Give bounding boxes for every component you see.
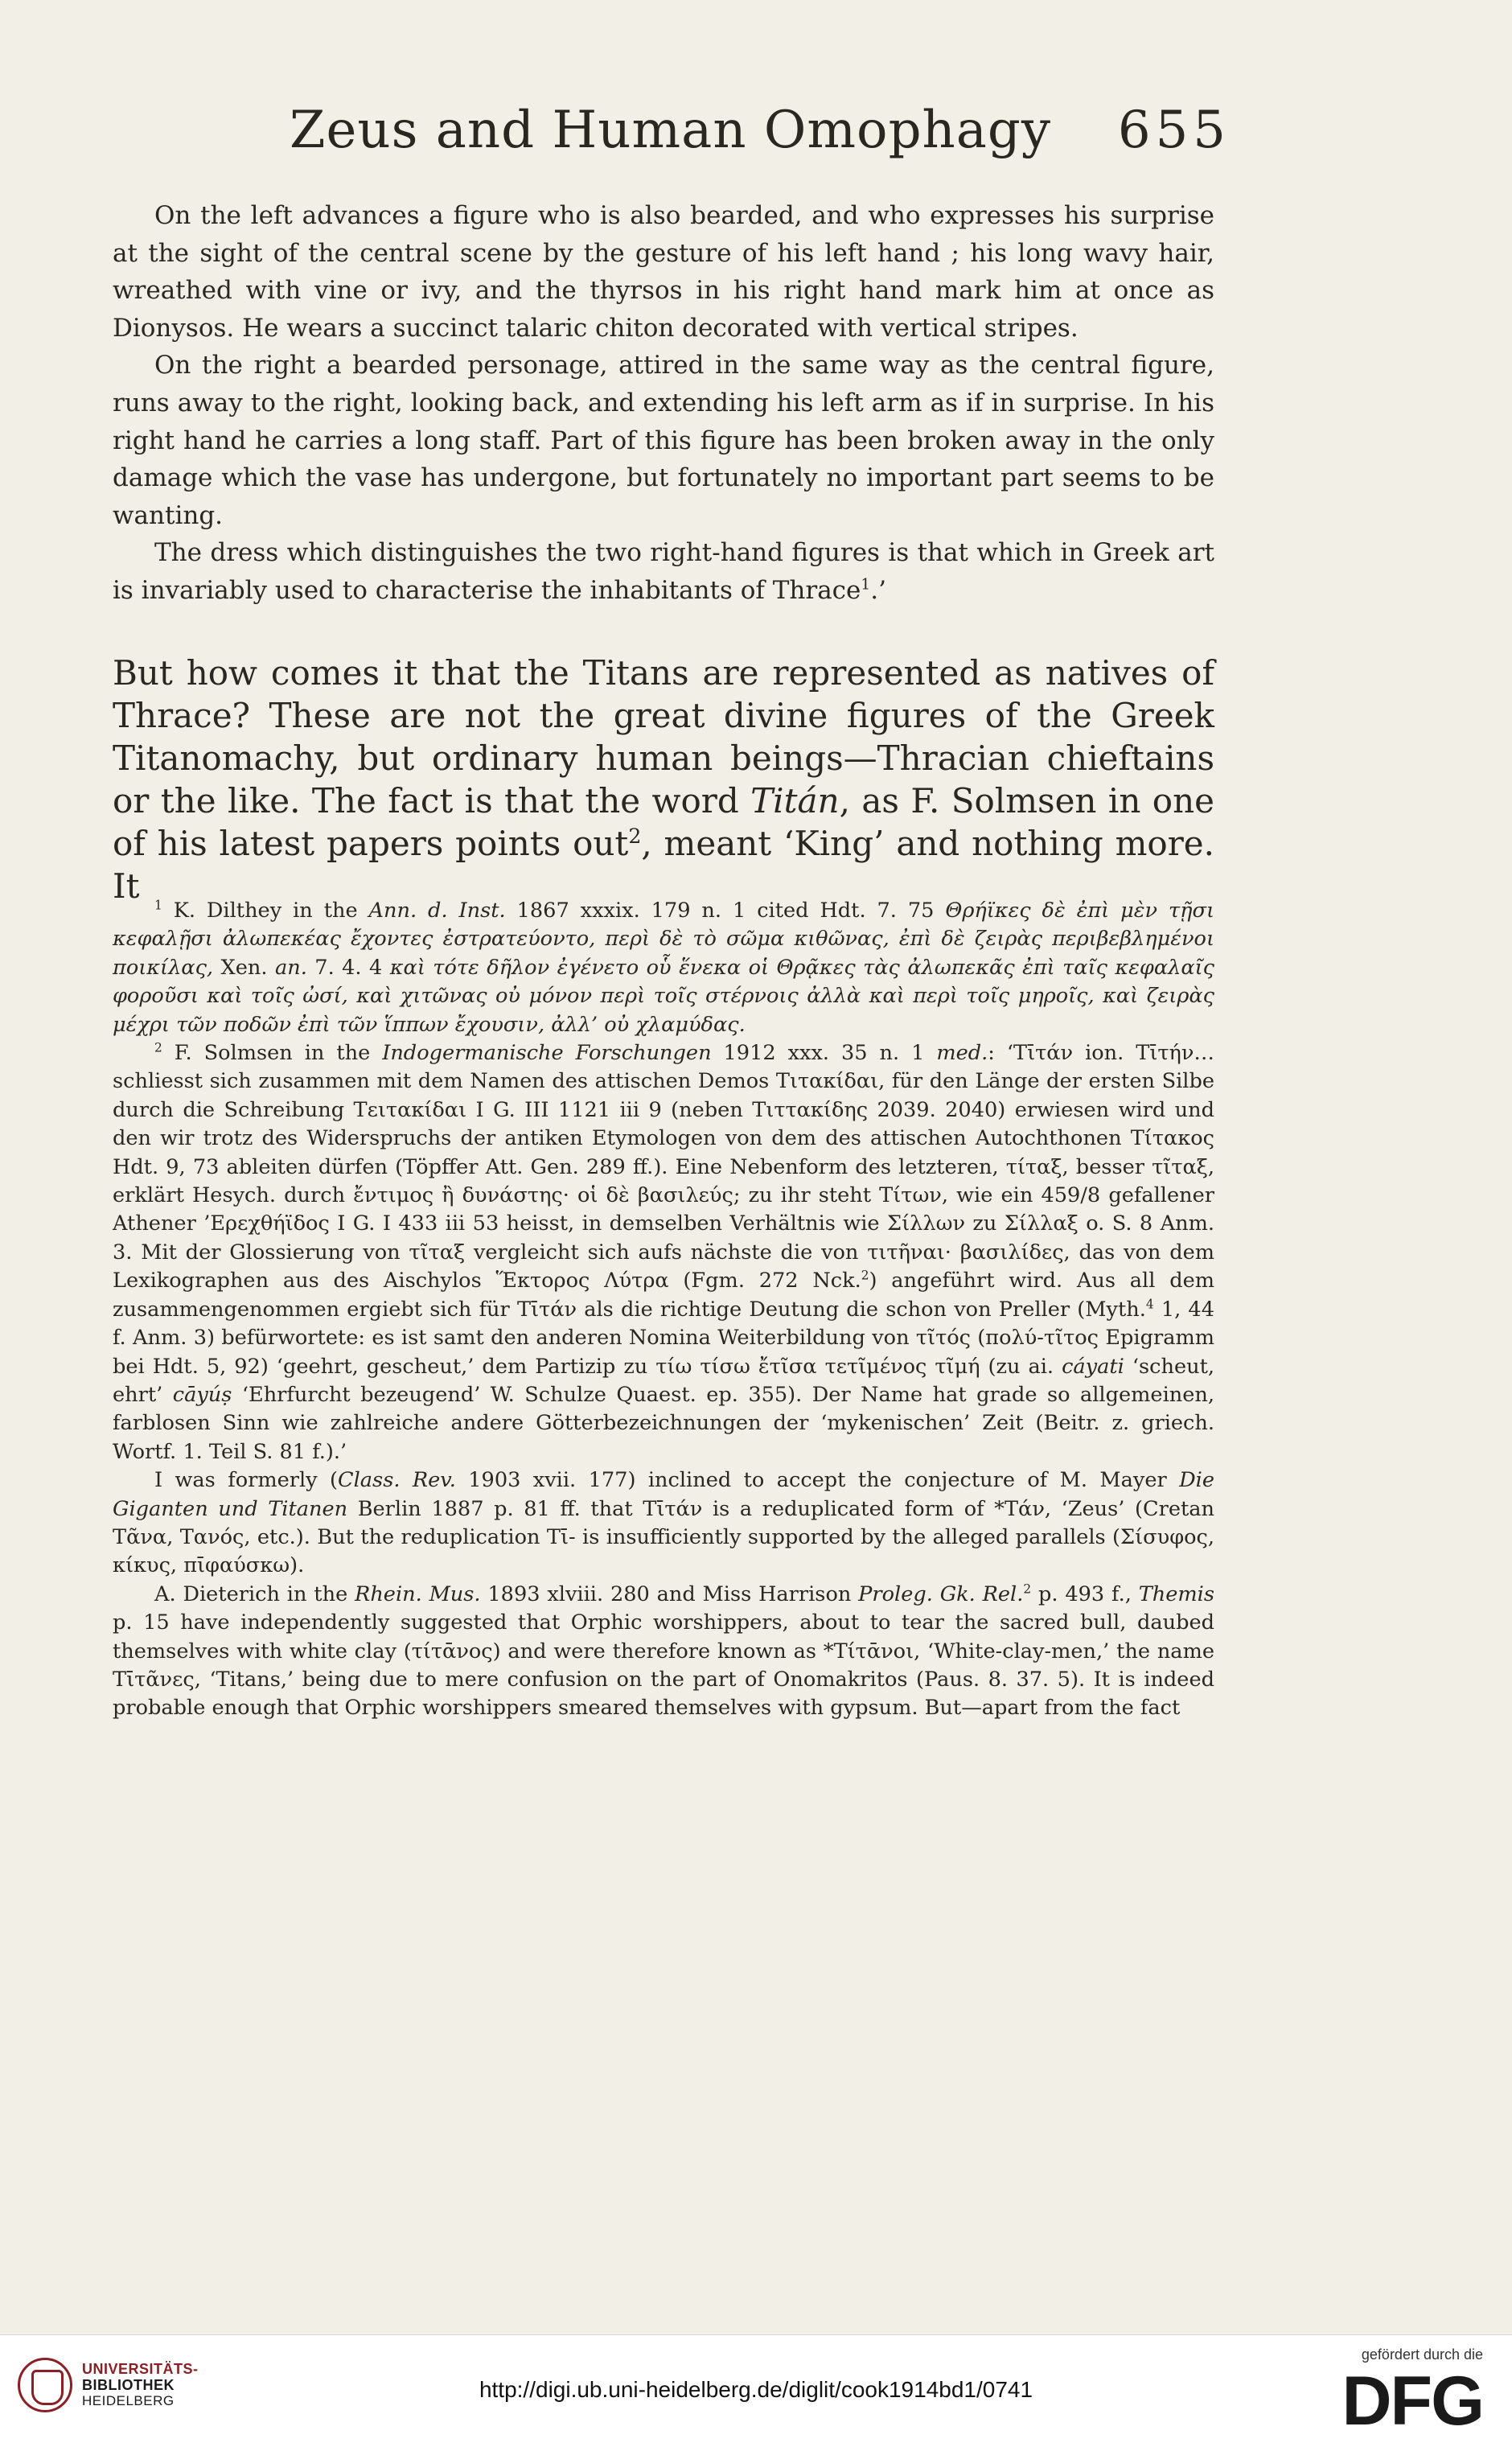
permalink-url[interactable]: http://digi.ub.uni-heidelberg.de/diglit/cook1914bd1/0741 xyxy=(479,2377,1033,2402)
footnote-ref[interactable]: 1 xyxy=(861,576,871,594)
main-paragraph xyxy=(113,652,1214,907)
main-text: But how comes it that the Titans are represented as natives of Thrace? These are not the great divine figures of the Greek Titanomachy, but ordinary human beings—Thracian chieftains or the like. The fact is that the word xyxy=(113,653,1214,820)
running-header xyxy=(290,101,1231,160)
footnote-1: $^1$ K. Dilthey in the Ann. d. Inst. 1867 xxxix. 179 n. 1 cited Hdt. 7. 75 Θρήϊκες δὲ ἐπὶ μὲν τῇσι κεφαλῇσι ἀλωπεκέας ἔχοντες ἐστρατεύοντο, περὶ δὲ τὸ σῶμα κιθῶνας, ἐπὶ δὲ ζειρὰς περιβεβλημένοι ποικίλας, Xen. an. 7. 4. 4 καὶ τότε δῆλον ἐγένετο οὗ ἕνεκα οἱ Θρᾷκες τὰς ἀλωπεκᾶς ἐπὶ ταῖς κεφαλαῖς φοροῦσι καὶ τοῖς ὠσί, καὶ χιτῶνας οὐ μόνον περὶ τοῖς στέρνοις ἀλλὰ καὶ περὶ τοῖς μηροῖς, καὶ ζειρὰς μέχρι τῶν ποδῶν ἐπὶ τῶν ἵππων ἔχουσιν, ἀλλ’ οὐ χλαμύδας. xyxy=(113,898,1215,1037)
footnote-marker: 2 xyxy=(154,1040,162,1055)
footnote-ref[interactable]: 2 xyxy=(628,825,642,848)
titan-word: Titán xyxy=(750,781,840,820)
journal-title: Indogermanische Forschungen xyxy=(382,1041,712,1066)
journal-title: Rhein. Mus. xyxy=(355,1581,481,1606)
quote-paragraph xyxy=(113,534,1214,609)
quote-paragraph-text: The dress which distinguishes the two right-hand figures is that which in Greek art is invariably used to characterise the inhabitants of Thrace xyxy=(113,538,1214,605)
digitization-footer xyxy=(0,2334,1512,2447)
main-text: , as F. Solmsen in one of his latest papers points out xyxy=(113,781,1214,863)
quote-closing: .’ xyxy=(870,575,886,605)
quote-paragraph: On the right a bearded personage, attired in the same way as the central figure, runs away to the right, looking back, and extending his left arm as if in surprise. In his right hand he carries a long staff. Part of this figure has been broken away in the only damage which the vase has undergone, but fortunately no important part seems to be wanting. xyxy=(113,351,1214,530)
greek-quote: Θρήϊκες δὲ ἐπὶ μὲν τῇσι κεφαλῇσι ἀλωπεκέας ἔχοντες ἐστρατεύοντο, περὶ δὲ τὸ σῶμα κιθῶνας, ἐπὶ δὲ ζειρὰς περιβεβλημένοι ποικίλας, xyxy=(113,899,1215,980)
book-title: Die Giganten und Titanen xyxy=(113,1468,1214,1521)
funded-caption: gefördert durch die xyxy=(1361,2346,1483,2363)
page-number: 655 xyxy=(1117,101,1231,160)
footnote-paragraph: A. Dieterich in the Rhein. Mus. 1893 xlviii. 280 and Miss Harrison Proleg. Gk. Rel.$^2$ p. 493 f., Themis p. 15 have independently suggested that Orphic worshippers, about to tear the sacred bull, daubed themselves with white clay (τίτᾱνος) and were therefore known as *Τίτᾱνοι, ‘White-clay-men,’ the name Τῑτᾶνες, ‘Titans,’ being due to mere confusion on the part of Onomakritos (Paus. 8. 37. 5). It is indeed probable enough that Orphic worshippers smeared themselves with gypsum. But—apart from the fact xyxy=(113,1581,1214,1721)
footnote-paragraph: I was formerly (Class. Rev. 1903 xvii. 177) inclined to accept the conjecture of M. Mayer Die Giganten und Titanen Berlin 1887 p. 81 ff. that Τῑτάν is a reduplicated form of *Τάν, ‘Zeus’ (Cretan Τᾶνα, Τανός, etc.). But the reduplication Τῑ- is insufficiently supported by the alleged parallels (Σίσυφος, κίκυς, πῑφαύσκω). xyxy=(113,1468,1214,1578)
book-title: Themis xyxy=(1138,1581,1214,1606)
main-text: , meant ‘King’ and nothing more. It xyxy=(113,824,1214,906)
library-name: UNIVERSITÄTS- BIBLIOTHEK HEIDELBERG xyxy=(82,2361,199,2408)
dfg-logo[interactable]: DFG xyxy=(1341,2363,1483,2440)
quote-paragraph: On the left advances a figure who is also bearded, and who expresses his surprise at the sight of the central scene by the gesture of his left hand ; his long wavy hair, wreathed with vine or ivy, and the thyrsos in his right hand mark him at once as Dionysos. He wears a succinct talaric chiton decorated with vertical stripes. xyxy=(113,201,1214,343)
quoted-description xyxy=(113,197,1214,610)
footnote-2: $^2$ F. Solmsen in the Indogermanische Forschungen 1912 xxx. 35 n. 1 med.: ‘Τῑτάν ion. Τῑτήν…schliesst sich zusammen mit dem Namen des attischen Demos Τιτακίδαι, für den Länge der ersten Silbe durch die Schreibung Τειτακίδαι I G. III 1121 iii 9 (neben Τιττακίδης 2039. 2040) erwiesen wird und den wir trotz des Widerspruchs der antiken Etymologen von dem des attischen Autochthonen Τίτακος Hdt. 9, 73 ableiten dürfen (Töpffer Att. Gen. 289 ff.). Eine Nebenform des letzteren, τίταξ, besser τῖταξ, erklärt Hesych. durch ἔντιμος ἢ δυνάστης· οἱ δὲ βασιλεύς; zu ihr steht Τίτων, wie ein 459/8 gefallener Athener ’Ερεχθήϊδος I G. I 433 iii 53 heisst, in demselben Verhältnis wie Σίλλων zu Σίλλαξ o. S. 8 Anm. 3. Mit der Glossierung von τῖταξ vergleicht sich aufs nächste die von τιτῆναι· βασιλίδες, das von dem Lexikographen aus des Aischylos Ἕκτορος Λύτρα (Fgm. 272 Nck.$^2$) angeführt wird. Aus all dem zusammengenommen ergiebt sich für Τῑτάν als die richtige Deutung die schon von Preller (Myth.$^4$ 1, 44 f. Anm. 3) befürwortete: es ist samt den anderen Nomina Weiterbildung von τῖτός (πολύ-τῖτος Epigramm bei Hdt. 5, 92) ‘geehrt, gescheut,’ dem Partizip zu τίω τίσω ἔτῖσα τετῖμένος τῖμή (zu ai. cáyati ‘scheut, ehrt’ cāyúṣ ‘Ehrfurcht bezeugend’ W. Schulze Quaest. ep. 355). Der Name hat grade so allgemeinen, farblosen Sinn wie zahlreiche andere Götterbezeichnungen der ‘mykenischen’ Zeit (Beitr. z. griech. Wortf. 1. Teil S. 81 f.).’ xyxy=(113,1040,1215,1464)
journal-title: Class. Rev. xyxy=(338,1468,456,1493)
funder-block xyxy=(1341,2346,1483,2440)
footnote-marker: 1 xyxy=(154,898,162,913)
book-title: Proleg. Gk. Rel. xyxy=(858,1581,1024,1606)
greek-quote: καὶ τότε δῆλον ἐγένετο οὗ ἕνεκα οἱ Θρᾷκες τὰς ἀλωπεκᾶς ἐπὶ ταῖς κεφαλαῖς φοροῦσι καὶ τοῖς ὠσί, καὶ χιτῶνας οὐ μόνον περὶ τοῖς στέρνοις ἀλλὰ καὶ περὶ τοῖς μηροῖς, καὶ ζειρὰς μέχρι τῶν ποδῶν ἐπὶ τῶν ἵππων ἔχουσιν, ἀλλ’ οὐ χλαμύδας. xyxy=(113,955,1214,1037)
journal-title: Ann. d. Inst. xyxy=(368,899,506,923)
footnotes xyxy=(113,897,1214,1723)
running-title: Zeus and Human Omophagy xyxy=(290,101,1052,160)
